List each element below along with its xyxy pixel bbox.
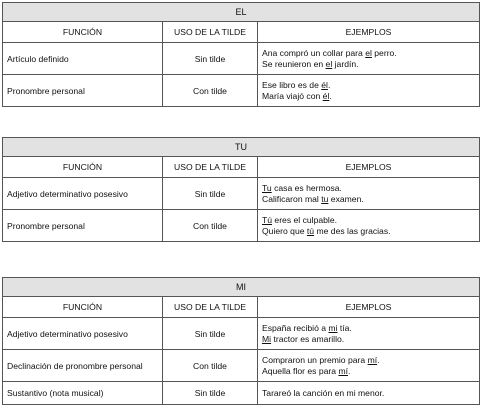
example-text: Calificaron mal: [262, 193, 322, 204]
highlighted-word: tú: [306, 225, 315, 236]
funcion-cell: Artículo definido: [3, 43, 163, 75]
example-text: tractor es amarillo.: [271, 333, 345, 344]
example-line: [262, 226, 475, 237]
example-text: examen.: [328, 193, 364, 204]
example-text: Aquella flor es para: [262, 365, 339, 376]
example-text: .: [329, 90, 332, 101]
example-text: María viajó con: [262, 90, 323, 101]
ejemplos-cell: [258, 43, 480, 75]
ejemplos-cell: [258, 382, 480, 405]
example-text: Ese libro es de: [262, 79, 322, 90]
example-text: Quiero que: [262, 225, 307, 236]
example-line: [262, 183, 475, 194]
example-text: .: [377, 354, 380, 365]
funcion-cell: Pronombre personal: [3, 75, 163, 107]
example-text: tía.: [337, 322, 352, 333]
highlighted-word: el: [325, 58, 333, 69]
example-text: .: [327, 79, 331, 90]
example-line: [262, 80, 475, 91]
table-el: [2, 2, 480, 107]
table-title: EL: [3, 3, 480, 22]
example-text: eres el culpable.: [272, 214, 338, 225]
uso-tilde-cell: Con tilde: [163, 350, 258, 382]
example-line: [262, 355, 475, 366]
funcion-cell: Adjetivo determinativo posesivo: [3, 178, 163, 210]
example-text: Ana compró un collar para: [262, 47, 366, 58]
highlighted-word: Tu: [262, 182, 272, 193]
table-title: TU: [3, 138, 480, 157]
uso-tilde-cell: Sin tilde: [163, 43, 258, 75]
uso-tilde-cell: Sin tilde: [163, 178, 258, 210]
example-line: [262, 388, 475, 399]
example-line: [262, 91, 475, 102]
table-row: [3, 210, 480, 242]
example-line: [262, 215, 475, 226]
table-title: MI: [3, 278, 480, 297]
table-row: [3, 350, 480, 382]
example-text: jardín.: [332, 58, 359, 69]
header-uso-tilde: USO DE LA TILDE: [163, 22, 258, 43]
example-line: [262, 48, 475, 59]
example-line: [262, 194, 475, 205]
example-text: me des las gracias.: [314, 225, 391, 236]
highlighted-word: mi: [328, 322, 338, 333]
highlighted-word: Tú: [262, 214, 273, 225]
ejemplos-cell: [258, 178, 480, 210]
ejemplos-cell: [258, 318, 480, 350]
example-text: Tarareó la canción en mi menor.: [262, 387, 385, 398]
highlighted-word: el: [365, 47, 372, 58]
funcion-cell: Declinación de pronombre personal: [3, 350, 163, 382]
table-tu: [2, 137, 480, 242]
header-funcion: FUNCIÓN: [3, 157, 163, 178]
funcion-cell: Adjetivo determinativo posesivo: [3, 318, 163, 350]
table-row: [3, 318, 480, 350]
highlighted-word: tu: [321, 193, 329, 204]
example-text: Compraron un premio para: [262, 354, 368, 365]
header-ejemplos: EJEMPLOS: [258, 22, 480, 43]
uso-tilde-cell: Sin tilde: [163, 318, 258, 350]
ejemplos-cell: [258, 350, 480, 382]
highlighted-word: mí: [338, 365, 348, 376]
example-line: [262, 323, 475, 334]
uso-tilde-cell: Con tilde: [163, 210, 258, 242]
example-text: España recibió a: [262, 322, 329, 333]
highlighted-word: él: [322, 90, 330, 101]
header-funcion: FUNCIÓN: [3, 22, 163, 43]
table-mi: [2, 277, 480, 405]
uso-tilde-cell: Sin tilde: [163, 382, 258, 405]
header-ejemplos: EJEMPLOS: [258, 297, 480, 318]
example-line: [262, 334, 475, 345]
table-row: [3, 43, 480, 75]
table-row: [3, 382, 480, 405]
uso-tilde-cell: Con tilde: [163, 75, 258, 107]
example-text: .: [347, 365, 351, 376]
table-row: [3, 178, 480, 210]
highlighted-word: Mi: [262, 333, 272, 344]
highlighted-word: mí: [367, 354, 378, 365]
highlighted-word: él: [321, 79, 328, 90]
example-text: perro.: [371, 47, 397, 58]
example-line: [262, 59, 475, 70]
header-funcion: FUNCIÓN: [3, 297, 163, 318]
ejemplos-cell: [258, 75, 480, 107]
example-text: casa es hermosa.: [271, 182, 342, 193]
ejemplos-cell: [258, 210, 480, 242]
table-row: [3, 75, 480, 107]
example-line: [262, 366, 475, 377]
header-uso-tilde: USO DE LA TILDE: [163, 297, 258, 318]
example-text: Se reunieron en: [262, 58, 326, 69]
header-ejemplos: EJEMPLOS: [258, 157, 480, 178]
funcion-cell: Sustantivo (nota musical): [3, 382, 163, 405]
header-uso-tilde: USO DE LA TILDE: [163, 157, 258, 178]
funcion-cell: Pronombre personal: [3, 210, 163, 242]
